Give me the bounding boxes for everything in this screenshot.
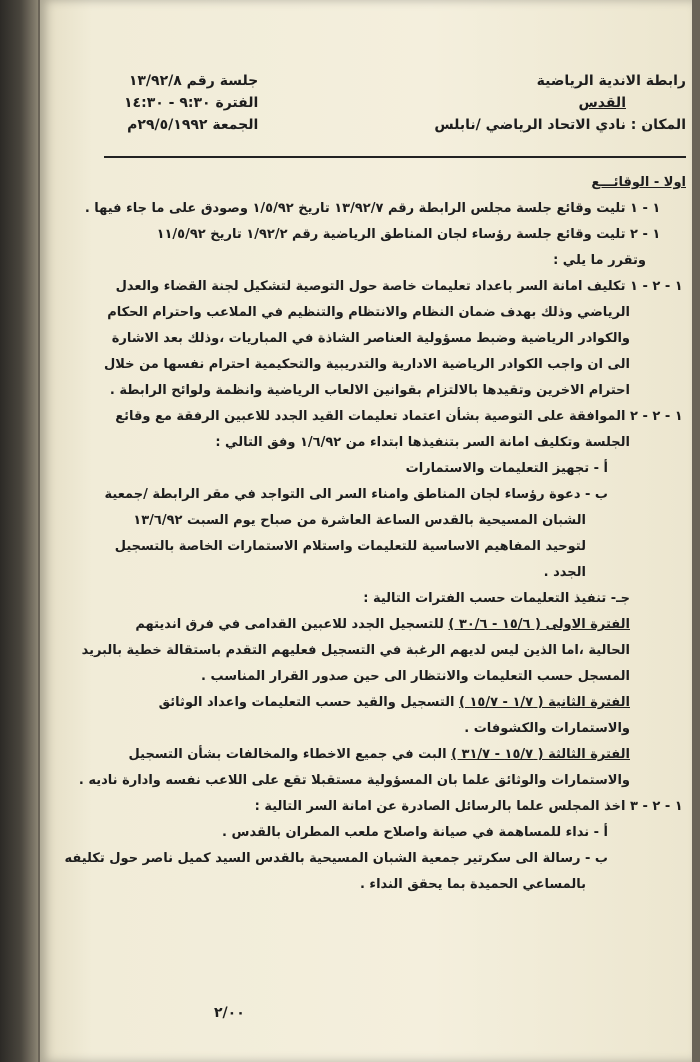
decision-3 [64,794,686,820]
session-period: الفترة ٩:٣٠ - ١٤:٣٠ [124,95,259,111]
sub-item-b-line: الجدد . [543,565,586,580]
decision-2 [64,404,686,430]
list-item [64,222,686,248]
header-divider [104,156,686,158]
page-reference: ٢/٠٠ [214,1005,245,1021]
period-text: التسجيل والقيد حسب التعليمات واعداد الوثائق [158,695,455,710]
period-title: الفترة الثانية ( ١/٧ - ١٥/٧ ) [459,695,630,710]
decision-line: اخذ المجلس علما بالرسائل الصادرة عن امانة السر التالية : [254,799,626,814]
list-item [64,196,686,222]
decision-line: الجلسة وتكليف امانة السر بتنفيذها ابتداء من ١/٦/٩٢ وفق التالي : [215,435,630,450]
letterhead-org [434,70,686,136]
session-date: الجمعة ٢٩/٥/١٩٩٢م [127,117,259,133]
item-text: تليت وقائع جلسة رؤساء لجان المناطق الرياضية رقم ١/٩٢/٢ تاريخ ١١/٥/٩٢ [156,227,626,242]
decision-line: الرياضي وذلك بهدف ضمان النظام والانتظام والتنظيم في الملاعب واحترام الحكام [107,305,630,320]
sub-item-c: جـ- تنفيذ التعليمات حسب الفترات التالية : [363,591,630,606]
decision-number: ١ - ٢ - ١ [630,279,683,294]
period-text: البت في جميع الاخطاء والمخالفات بشأن التسجيل [128,747,447,762]
period-3 [64,742,686,768]
list-item [64,248,686,274]
decision-line: والكوادر الرياضية وضبط مسؤولية العناصر الشاذة في المباريات ،وذلك بعد الاشارة [111,331,630,346]
sub-item-b-line: بالمساعي الحميدة بما يحقق النداء . [359,877,586,892]
period-title: الفترة الاولى ( ١٥/٦ - ٣٠/٦ ) [448,617,630,632]
decision-number: ١ - ٢ - ٣ [630,799,683,814]
section-title: اولا - الوقائـــع [591,175,686,190]
letterhead [64,70,686,150]
item-number: ١ - ١ [630,201,661,216]
minutes-body [64,170,686,898]
sub-item-b: ب - رسالة الى سكرتير جمعية الشبان المسيحية بالقدس السيد كميل ناصر حول تكليفه [64,851,608,866]
sub-item-a: أ - نداء للمساهمة في صيانة واصلاح ملعب المطران بالقدس . [222,825,608,840]
sub-item-b: ب - دعوة رؤساء لجان المناطق وامناء السر الى التواجد في مقر الرابطة /جمعية [104,487,608,502]
letterhead-session [124,70,258,136]
period-text: للتسجيل الجدد للاعبين القدامى في فرق انديتهم [135,617,444,632]
sub-item-b-line: الشبان المسيحية بالقدس الساعة العاشرة من صباح يوم السبت ١٣/٦/٩٢ [133,513,586,528]
meeting-place: المكان : نادي الاتحاد الرياضي /نابلس [434,117,686,133]
sub-item-a: أ - تجهيز التعليمات والاستمارات [405,461,608,476]
period-line: والاستمارات والوثائق علما بان المسؤولية مستقبلا تقع على اللاعب نفسه وادارة ناديه . [78,773,630,788]
org-name: رابطة الاندية الرياضية [536,73,686,89]
period-line: المسجل حسب التعليمات والانتظار الى حين صدور القرار المناسب . [201,669,630,684]
decision-number: ١ - ٢ - ٢ [630,409,683,424]
period-1 [64,612,686,638]
decision-line: الى ان واجب الكوادر الرياضية الادارية والتدريبية والتحكيمية احترام نفسها من خلال [104,357,630,372]
period-title: الفترة الثالثة ( ١٥/٧ - ٣١/٧ ) [451,747,630,762]
item-number: ١ - ٢ [630,227,661,242]
decision-1 [64,274,686,300]
item-text: وتقرر ما يلي : [553,253,646,268]
sub-item-b-line: لتوحيد المفاهيم الاساسية للتعليمات واستلام الاستمارات الخاصة بالتسجيل [114,539,586,554]
decision-line: تكليف امانة السر باعداد تعليمات خاصة حول التوصية لتشكيل لجنة القضاء والعدل [115,279,626,294]
binder-edge [0,0,38,1062]
decision-line: الموافقة على التوصية بشأن اعتماد تعليمات القيد الجدد للاعبين الرفقة مع وقائع [115,409,626,424]
decision-line: احترام الاخرين وتقيدها بالالتزام بقوانين الالعاب الرياضية وانظمة ولوائح الرابطة . [109,383,630,398]
session-number: جلسة رقم ١٣/٩٢/٨ [128,73,259,89]
period-2 [64,690,686,716]
org-city: القدس [578,95,626,111]
period-line: والاستمارات والكشوفات . [464,721,630,736]
item-text: تليت وقائع جلسة مجلس الرابطة رقم ١٣/٩٢/٧ تاريخ ١/٥/٩٢ وصودق على ما جاء فيها . [84,201,626,216]
period-line: الحالية ،اما الذين ليس لديهم الرغبة في التسجيل فعليهم التقدم باستقالة خطية بالبريد [81,643,630,658]
